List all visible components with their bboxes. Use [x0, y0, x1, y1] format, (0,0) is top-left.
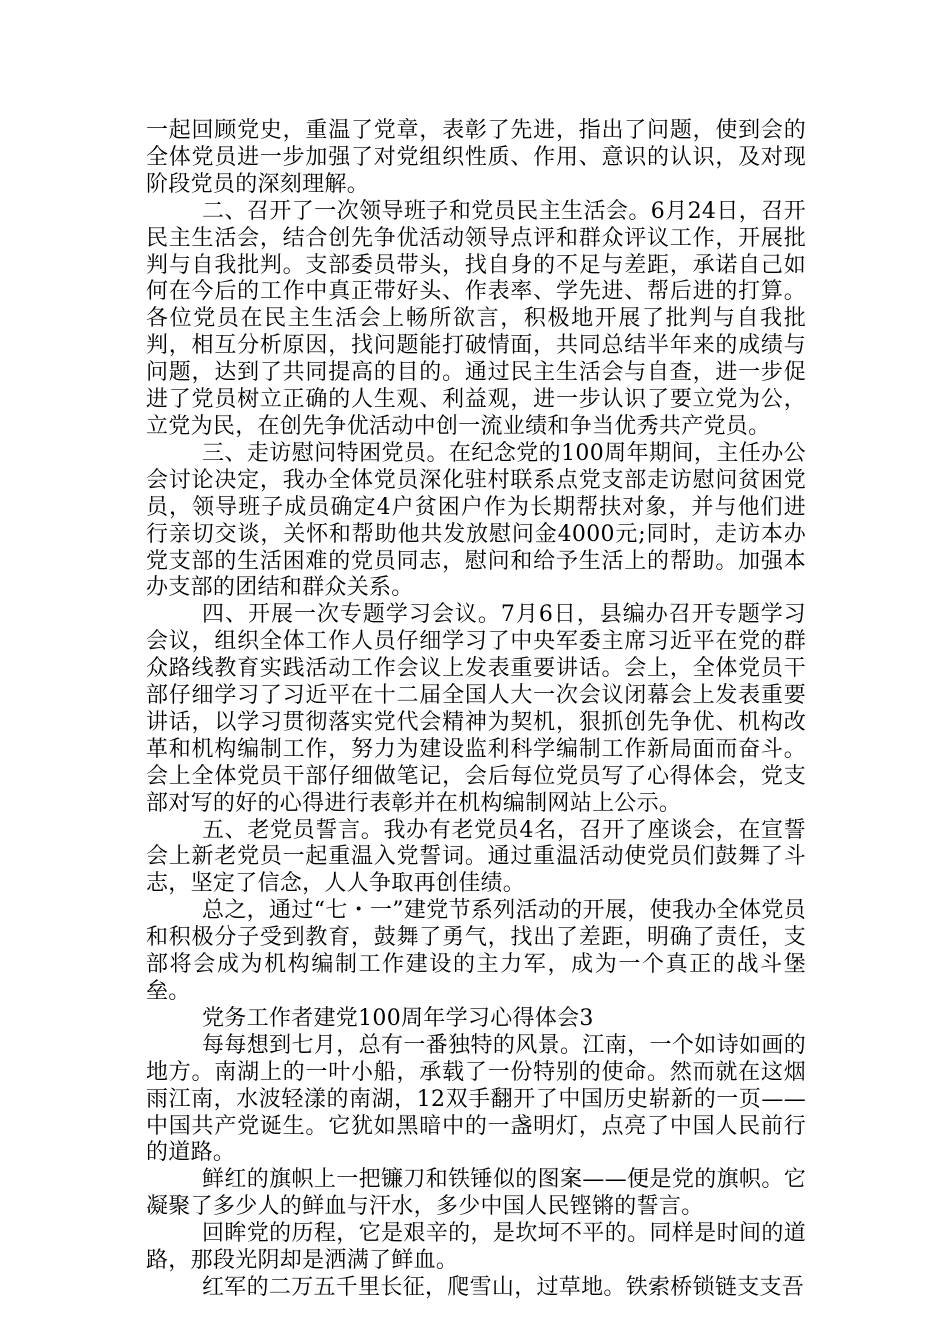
document-page: [146, 118, 806, 1302]
section-title: 党务工作者建党100周年学习心得体会3: [202, 1005, 594, 1031]
paragraph-party-history: 回眸党的历程，它是艰辛的，是坎坷不平的。同样是时间的道路，那段光阴却是洒满了鲜血。: [146, 1221, 806, 1274]
paragraph-long-march: 红军的二万五千里长征，爬雪山，过草地。铁索桥锁链支支吾: [202, 1274, 805, 1300]
paragraph-intro-continued: 一起回顾党史，重温了党章，表彰了先进，指出了问题，使到会的全体党员进一步加强了对党组织性质、作用、意识的认识，及对现阶段党员的深刻理解。: [146, 118, 806, 197]
paragraph-july-memory: 每每想到七月，总有一番独特的风景。江南，一个如诗如画的地方。南湖上的一叶小船，承载了一份特别的使命。然而就在这烟雨江南，水波轻漾的南湖，12双手翻开了中国历史崭新的一页——中国共产党诞生。它犹如黑暗中的一盏明灯，点亮了中国人民前行的道路。: [146, 1032, 806, 1166]
paragraph-veteran-oath: 五、老党员誓言。我办有老党员4名，召开了座谈会，在宣誓会上新老党员一起重温入党誓词。通过重温活动使党员们鼓舞了斗志，坚定了信念，人人争取再创佳绩。: [146, 817, 806, 897]
paragraph-visit-needy-members: 三、走访慰问特困党员。在纪念党的100周年期间，主任办公会讨论决定，我办全体党员深化驻村联系点党支部走访慰问贫困党员，领导班子成员确定4户贫困户作为长期帮扶对象，并与他们进行亲切交谈，关怀和帮助他共发放慰问金4000元;同时，走访本办党支部的生活困难的党员同志，慰问和给予生活上的帮助。加强本办支部的团结和群众关系。: [146, 440, 806, 601]
paragraph-democratic-life-meeting: 二、召开了一次领导班子和党员民主生活会。6月24日，召开民主生活会，结合创先争优活动领导点评和群众评议工作，开展批判与自我批判。支部委员带头，找自身的不足与差距，承诺自己如何在今后的工作中真正带好头、作表率、学先进、帮后进的打算。各位党员在民主生活会上畅所欲言，积极地开展了批判与自我批判，相互分析原因，找问题能打破情面，共同总结半年来的成绩与问题，达到了共同提高的目的。通过民主生活会与自查，进一步促进了党员树立正确的人生观、利益观，进一步认识了要立党为公，立党为民，在创先争优活动中创一流业绩和争当优秀共产党员。: [146, 198, 806, 439]
paragraph-party-flag: 鲜红的旗帜上一把镰刀和铁锤似的图案——便是党的旗帜。它凝聚了多少人的鲜血与汗水，多少中国人民铿锵的誓言。: [146, 1167, 806, 1220]
paragraph-special-study-meeting: 四、开展一次专题学习会议。7月6日，县编办召开专题学习会议，组织全体工作人员仔细学习了中央军委主席习近平在党的群众路线教育实践活动工作会议上发表重要讲话。会上，全体党员干部仔细学习了习近平在十二届全国人大一次会议闭幕会上发表重要讲话，以学习贯彻落实党代会精神为契机，狠抓创先争优、机构改革和机构编制工作，努力为建设监利科学编制工作新局面而奋斗。会上全体党员干部仔细做笔记，会后每位党员写了心得体会，党支部对写的好的心得进行表彰并在机构编制网站上公示。: [146, 602, 806, 816]
paragraph-summary: 总之，通过“七・一”建党节系列活动的开展，使我办全体党员和积极分子受到教育，鼓舞了勇气，找出了差距，明确了责任，支部将会成为机构编制工作建设的主力军，成为一个真正的战斗堡垒。: [146, 898, 806, 1004]
